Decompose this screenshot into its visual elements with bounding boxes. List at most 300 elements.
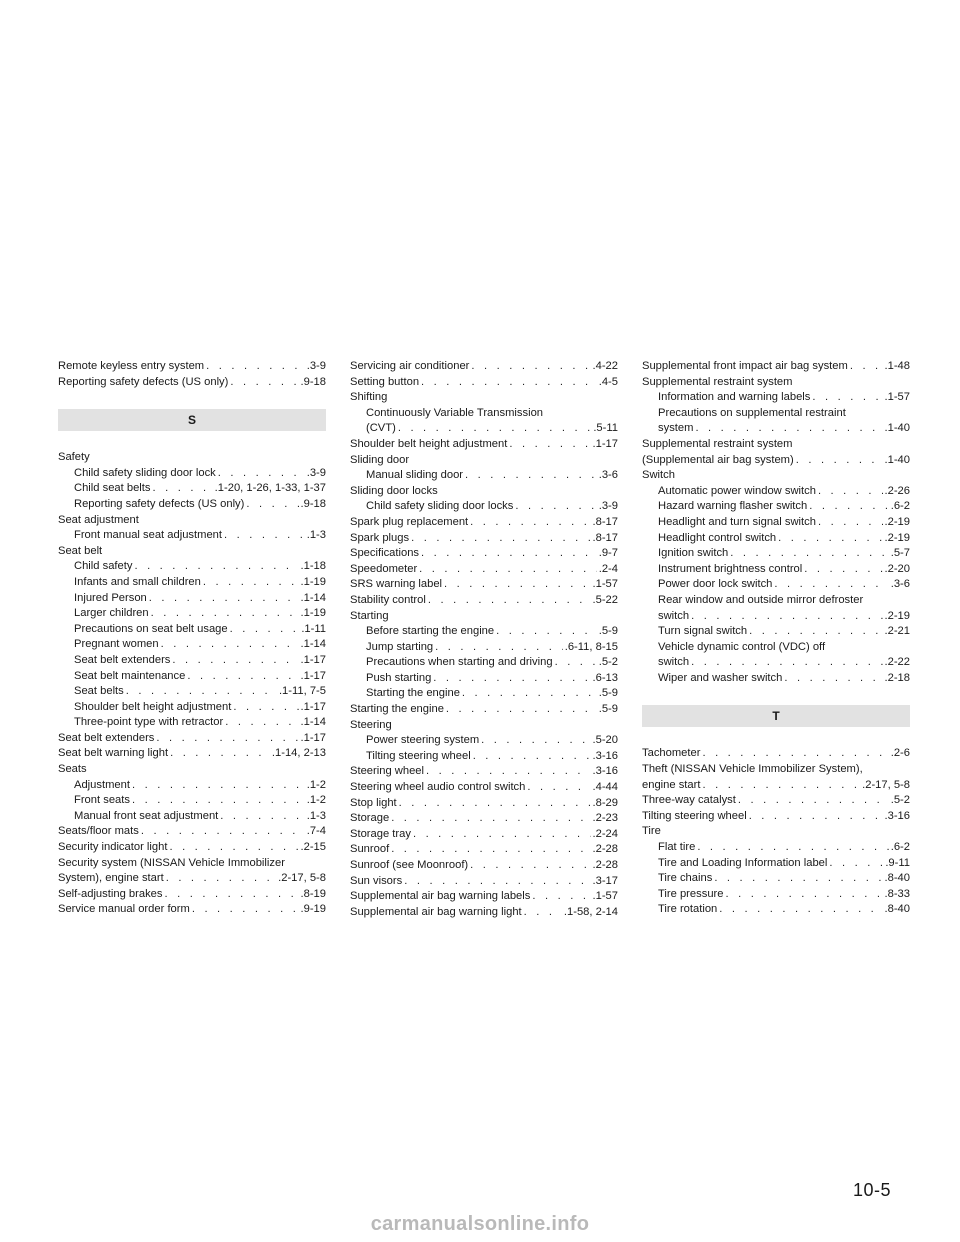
- entry-page-ref: .8-17: [592, 515, 618, 528]
- leader-dots: [515, 499, 596, 515]
- index-entry: [350, 905, 618, 921]
- index-subentry: [642, 562, 910, 578]
- entry-label: Flat tire: [658, 841, 696, 854]
- entry-page-ref: .1-40: [884, 422, 910, 435]
- entry-page-ref: .1-20, 1-26, 1-33, 1-37: [214, 482, 326, 495]
- leader-dots: [444, 577, 590, 593]
- entry-label: Tilting steering wheel: [642, 809, 747, 822]
- entry-label: Seat belt extenders: [58, 731, 155, 744]
- leader-dots: [230, 622, 300, 638]
- entry-page-ref: .9-18: [300, 497, 326, 510]
- index-heading: Safety: [58, 451, 90, 464]
- index-subentry: [642, 484, 910, 500]
- index-entry: [350, 827, 618, 843]
- entry-label: Supplemental air bag warning labels: [350, 890, 531, 903]
- index-subentry: [642, 871, 910, 887]
- section-letter-header: S: [58, 409, 326, 431]
- index-heading: Tire: [642, 825, 661, 838]
- entry-label: Steering wheel: [350, 765, 425, 778]
- leader-dots: [784, 671, 882, 687]
- index-entry: [350, 702, 618, 718]
- leader-dots: [738, 793, 889, 809]
- index-subentry: [58, 669, 326, 685]
- index-entry: [350, 874, 618, 890]
- index-subentry: [642, 624, 910, 640]
- index-heading: Starting: [350, 609, 389, 622]
- entry-label: (Supplemental air bag system): [642, 453, 794, 466]
- leader-dots: [225, 715, 298, 731]
- index-subentry: [642, 515, 910, 531]
- leader-dots: [164, 887, 298, 903]
- leader-dots: [161, 637, 299, 653]
- page-number: 10-5: [853, 1180, 892, 1200]
- leader-dots: [829, 856, 883, 872]
- leader-dots: [473, 749, 591, 765]
- index-entry: [58, 887, 326, 903]
- leader-dots: [166, 871, 276, 887]
- leader-dots: [421, 375, 597, 391]
- entry-label: Jump starting: [366, 640, 434, 653]
- entry-label: Sunroof (see Moonroof): [350, 859, 469, 871]
- entry-page-ref: .1-48: [884, 360, 910, 372]
- leader-dots: [433, 671, 590, 687]
- index-subentry: [350, 468, 618, 484]
- leader-dots: [132, 778, 305, 794]
- entry-label: Self-adjusting brakes: [58, 887, 163, 900]
- entry-label: Injured Person: [74, 591, 147, 604]
- entry-label: Shoulder belt height adjustment: [74, 700, 232, 713]
- index-subentry: [642, 421, 910, 437]
- entry-page-ref: .9-18: [300, 375, 326, 388]
- entry-label: Adjustment: [74, 778, 130, 791]
- entry-page-ref: .3-9: [306, 360, 326, 372]
- entry-label: Seat belt maintenance: [74, 669, 186, 682]
- entry-label: Ignition switch: [658, 547, 729, 560]
- index-subentry: [642, 840, 910, 856]
- entry-label: Larger children: [74, 607, 149, 620]
- entry-label: Front manual seat adjustment: [74, 529, 222, 542]
- entry-page-ref: .8-40: [884, 872, 910, 885]
- index-subentry-text: Rear window and outside mirror defroster: [658, 593, 864, 606]
- leader-dots: [156, 731, 298, 747]
- entry-label: Reporting safety defects (US only): [58, 375, 229, 388]
- entry-label: Security indicator light: [58, 841, 168, 854]
- index-subentry: [58, 715, 326, 731]
- entry-label: Reporting safety defects (US only): [74, 497, 245, 510]
- entry-page-ref: .6-13: [592, 671, 618, 684]
- index-subentry: [642, 609, 910, 625]
- leader-dots: [850, 359, 883, 375]
- leader-dots: [471, 359, 590, 375]
- entry-label: switch: [658, 609, 690, 622]
- index-entry: [350, 437, 618, 453]
- index-subentry: [58, 778, 326, 794]
- index-entry: [58, 746, 326, 762]
- entry-label: Starting the engine: [350, 703, 444, 716]
- index-entry: [350, 858, 618, 874]
- entry-label: Three-way catalyst: [642, 794, 736, 807]
- entry-label: Setting button: [350, 375, 420, 388]
- leader-dots: [778, 531, 882, 547]
- entry-page-ref: .8-40: [884, 903, 910, 916]
- entry-page-ref: .1-2: [306, 794, 326, 807]
- index-column-1: [58, 359, 326, 918]
- index-entry: [642, 809, 910, 825]
- index-subentry-text: Precautions on supplemental restraint: [658, 406, 846, 419]
- index-entry: [350, 593, 618, 609]
- leader-dots: [220, 809, 304, 825]
- entry-page-ref: .8-19: [300, 887, 326, 900]
- entry-page-ref: .8-29: [592, 796, 618, 809]
- index-heading: Supplemental restraint system: [642, 375, 793, 388]
- leader-dots: [695, 421, 882, 437]
- leader-dots: [192, 902, 299, 918]
- entry-page-ref: .5-7: [890, 547, 910, 560]
- entry-label: Automatic power window switch: [658, 484, 816, 497]
- index-entry: [58, 731, 326, 747]
- entry-label: Service manual order form: [58, 903, 190, 916]
- entry-page-ref: .1-58, 2-14: [563, 905, 618, 918]
- entry-page-ref: .3-16: [592, 765, 618, 778]
- index-entry: [350, 842, 618, 858]
- entry-page-ref: .1-14: [300, 638, 326, 651]
- leader-dots: [411, 531, 590, 547]
- entry-page-ref: .1-14, 2-13: [271, 747, 326, 760]
- entry-page-ref: .9-19: [300, 903, 326, 916]
- leader-dots: [134, 559, 298, 575]
- entry-page-ref: .2-23: [592, 812, 618, 825]
- entry-page-ref: .1-17: [300, 653, 326, 666]
- index-subentry: [58, 497, 326, 513]
- entry-page-ref: .2-28: [592, 859, 618, 871]
- index-subentry: [58, 793, 326, 809]
- entry-page-ref: .9-11: [885, 856, 910, 869]
- entry-page-ref: .1-17: [300, 669, 326, 682]
- index-subentry: [350, 671, 618, 687]
- index-heading: Shifting: [350, 391, 388, 404]
- entry-page-ref: .1-14: [300, 591, 326, 604]
- entry-label: Specifications: [350, 547, 420, 560]
- leader-dots: [702, 746, 888, 762]
- leader-dots: [496, 624, 597, 640]
- index-subentry: [58, 809, 326, 825]
- index-entry: [58, 902, 326, 918]
- leader-dots: [726, 887, 883, 903]
- index-entry: [642, 359, 910, 375]
- index-entry: [642, 778, 910, 794]
- index-subentry: [58, 559, 326, 575]
- index-entry: [350, 515, 618, 531]
- entry-page-ref: .2-21: [884, 625, 910, 638]
- entry-page-ref: .2-17, 5-8: [278, 872, 326, 885]
- entry-label: Tire rotation: [658, 903, 718, 916]
- index-entry: [350, 889, 618, 905]
- leader-dots: [132, 793, 305, 809]
- index-subentry: [642, 531, 910, 547]
- index-entry: [58, 359, 326, 375]
- index-subentry: [642, 546, 910, 562]
- index-entry: [350, 577, 618, 593]
- entry-label: Spark plug replacement: [350, 515, 469, 528]
- leader-dots: [809, 499, 888, 515]
- entry-label: Spark plugs: [350, 531, 410, 544]
- entry-page-ref: .2-18: [884, 671, 910, 684]
- leader-dots: [462, 686, 597, 702]
- leader-dots: [419, 562, 597, 578]
- entry-label: Steering wheel audio control switch: [350, 781, 526, 794]
- entry-page-ref: .5-11: [593, 422, 618, 435]
- index-subentry: [642, 887, 910, 903]
- index-subentry: [350, 733, 618, 749]
- leader-dots: [749, 809, 883, 825]
- index-entry: [350, 375, 618, 391]
- index-heading: Switch: [642, 469, 675, 482]
- entry-page-ref: .2-15: [300, 841, 326, 854]
- index-heading: Theft (NISSAN Vehicle Immobilizer System),: [642, 763, 863, 776]
- index-heading: Seat adjustment: [58, 513, 139, 526]
- index-entry: [350, 764, 618, 780]
- entry-page-ref: .1-19: [300, 607, 326, 620]
- leader-dots: [398, 421, 592, 437]
- leader-dots: [428, 593, 591, 609]
- leader-dots: [818, 515, 883, 531]
- entry-label: Tachometer: [642, 747, 701, 760]
- entry-page-ref: .1-11: [301, 622, 326, 635]
- entry-page-ref: .2-24: [592, 827, 618, 840]
- entry-label: Precautions when starting and driving: [366, 656, 553, 669]
- entry-label: Infants and small children: [74, 575, 201, 588]
- leader-dots: [391, 811, 590, 827]
- leader-dots: [404, 874, 590, 890]
- leader-dots: [413, 827, 591, 843]
- entry-label: Seat belt warning light: [58, 747, 169, 760]
- entry-page-ref: .6-2: [890, 500, 910, 513]
- entry-page-ref: .3-6: [598, 469, 618, 482]
- index-subentry: [350, 686, 618, 702]
- entry-page-ref: .1-19: [300, 575, 326, 588]
- leader-dots: [691, 655, 882, 671]
- index-subentry: [58, 700, 326, 716]
- entry-label: Before starting the engine: [366, 625, 495, 638]
- index-subentry: [58, 653, 326, 669]
- entry-label: Stop light: [350, 796, 397, 809]
- index-subentry: [642, 390, 910, 406]
- leader-dots: [691, 609, 882, 625]
- index-subentry: [350, 655, 618, 671]
- leader-dots: [435, 640, 563, 656]
- entry-page-ref: .3-6: [890, 578, 910, 591]
- entry-label: Pregnant women: [74, 638, 159, 651]
- entry-label: Storage tray: [350, 827, 411, 840]
- entry-label: Tilting steering wheel: [366, 749, 471, 762]
- entry-page-ref: .1-57: [884, 391, 910, 404]
- entry-label: (CVT): [366, 422, 396, 435]
- entry-page-ref: .1-17: [300, 700, 326, 713]
- entry-label: Sunroof: [350, 843, 390, 856]
- leader-dots: [796, 453, 883, 469]
- entry-label: Power steering system: [366, 734, 480, 747]
- leader-dots: [172, 653, 298, 669]
- leader-dots: [203, 575, 299, 591]
- entry-page-ref: .5-2: [890, 794, 910, 807]
- index-entry: [642, 793, 910, 809]
- entry-page-ref: .3-9: [306, 466, 326, 479]
- index-heading: Seats: [58, 763, 87, 776]
- entry-page-ref: .4-5: [598, 375, 618, 388]
- entry-label: Seat belts: [74, 685, 124, 698]
- index-heading: Sliding door: [350, 453, 410, 466]
- entry-page-ref: .6-2: [890, 841, 910, 854]
- entry-label: SRS warning label: [350, 578, 443, 591]
- index-subentry: [350, 640, 618, 656]
- index-heading: Supplemental restraint system: [642, 437, 793, 450]
- entry-page-ref: .1-3: [306, 809, 326, 822]
- leader-dots: [532, 889, 590, 905]
- entry-label: Remote keyless entry system: [58, 360, 205, 372]
- leader-dots: [465, 468, 597, 484]
- entry-page-ref: .1-40: [884, 453, 910, 466]
- index-heading: Sliding door locks: [350, 484, 438, 497]
- entry-label: Supplemental air bag warning light: [350, 905, 522, 918]
- entry-page-ref: .3-9: [598, 500, 618, 513]
- leader-dots: [187, 669, 298, 685]
- entry-label: engine start: [642, 778, 701, 791]
- leader-dots: [524, 905, 562, 921]
- entry-page-ref: .2-17, 5-8: [862, 778, 910, 791]
- index-entry: [58, 840, 326, 856]
- leader-dots: [714, 871, 882, 887]
- index-entry: [350, 562, 618, 578]
- entry-page-ref: .5-20: [592, 734, 618, 747]
- leader-dots: [481, 733, 590, 749]
- entry-page-ref: .7-4: [306, 825, 326, 838]
- index-subentry: [350, 749, 618, 765]
- index-subentry-text: Vehicle dynamic control (VDC) off: [658, 640, 826, 653]
- index-entry: [350, 780, 618, 796]
- index-subentry: [58, 528, 326, 544]
- leader-dots: [153, 481, 213, 497]
- entry-page-ref: .5-9: [598, 703, 618, 716]
- index-subentry: [642, 902, 910, 918]
- entry-label: Supplemental front impact air bag system: [642, 360, 848, 372]
- index-subentry: [350, 499, 618, 515]
- entry-page-ref: .1-17: [592, 437, 618, 450]
- leader-dots: [224, 528, 305, 544]
- entry-label: Power door lock switch: [658, 578, 773, 591]
- entry-page-ref: .1-3: [306, 529, 326, 542]
- entry-page-ref: .1-2: [306, 778, 326, 791]
- index-entry: [350, 546, 618, 562]
- leader-dots: [246, 497, 298, 513]
- index-subentry: [58, 622, 326, 638]
- entry-page-ref: .1-57: [592, 578, 618, 591]
- entry-label: Starting the engine: [366, 687, 460, 700]
- entry-label: Precautions on seat belt usage: [74, 622, 228, 635]
- entry-page-ref: .1-11, 7-5: [278, 685, 326, 698]
- index-subentry: [642, 655, 910, 671]
- index-subentry: [58, 606, 326, 622]
- index-entry: [58, 824, 326, 840]
- entry-page-ref: .5-9: [598, 625, 618, 638]
- entry-page-ref: .3-17: [592, 874, 618, 887]
- entry-page-ref: .2-19: [884, 531, 910, 544]
- entry-label: Headlight control switch: [658, 531, 777, 544]
- entry-label: Seats/floor mats: [58, 825, 139, 838]
- entry-label: Child seat belts: [74, 482, 151, 495]
- leader-dots: [126, 684, 277, 700]
- index-subentry: [58, 591, 326, 607]
- index-subentry-text: Continuously Variable Transmission: [366, 406, 544, 419]
- leader-dots: [446, 702, 597, 718]
- entry-label: Push starting: [366, 671, 432, 684]
- entry-label: system: [658, 422, 694, 435]
- entry-page-ref: .5-22: [592, 593, 618, 606]
- entry-page-ref: .2-28: [592, 843, 618, 856]
- entry-label: Turn signal switch: [658, 625, 748, 638]
- leader-dots: [812, 390, 882, 406]
- entry-label: Front seats: [74, 794, 130, 807]
- index-subentry: [58, 684, 326, 700]
- leader-dots: [470, 515, 590, 531]
- entry-label: Manual front seat adjustment: [74, 809, 219, 822]
- entry-page-ref: .8-17: [592, 531, 618, 544]
- entry-label: Tire chains: [658, 872, 713, 885]
- leader-dots: [391, 842, 590, 858]
- entry-page-ref: .2-20: [884, 562, 910, 575]
- entry-label: switch: [658, 656, 690, 669]
- entry-page-ref: .3-16: [592, 749, 618, 762]
- entry-page-ref: .2-26: [884, 484, 910, 497]
- index-heading: Seat belt: [58, 544, 103, 557]
- index-subentry: [642, 577, 910, 593]
- leader-dots: [697, 840, 888, 856]
- entry-label: Instrument brightness control: [658, 562, 803, 575]
- entry-label: Storage: [350, 812, 390, 825]
- entry-page-ref: .6-11, 8-15: [564, 640, 618, 653]
- leader-dots: [206, 359, 305, 375]
- entry-page-ref: .1-57: [592, 890, 618, 903]
- entry-page-ref: .5-9: [598, 687, 618, 700]
- index-entry: [350, 531, 618, 547]
- leader-dots: [170, 746, 270, 762]
- index-subentry: [58, 575, 326, 591]
- entry-label: Headlight and turn signal switch: [658, 515, 816, 528]
- index-entry: [58, 375, 326, 391]
- leader-dots: [421, 546, 597, 562]
- entry-page-ref: .1-18: [300, 560, 326, 573]
- entry-label: Hazard warning flasher switch: [658, 500, 808, 513]
- leader-dots: [527, 780, 590, 796]
- entry-label: Seat belt extenders: [74, 653, 171, 666]
- entry-label: Sun visors: [350, 874, 403, 887]
- leader-dots: [141, 824, 305, 840]
- entry-label: Three-point type with retractor: [74, 716, 224, 729]
- watermark: carmanualsonline.info: [370, 1213, 590, 1235]
- entry-label: Speedometer: [350, 562, 418, 575]
- entry-page-ref: .8-33: [884, 887, 910, 900]
- entry-page-ref: .2-19: [884, 515, 910, 528]
- entry-page-ref: .1-14: [300, 716, 326, 729]
- index-subentry: [642, 499, 910, 515]
- entry-page-ref: .2-6: [890, 747, 910, 760]
- entry-label: Tire pressure: [658, 887, 724, 900]
- leader-dots: [702, 778, 860, 794]
- leader-dots: [233, 700, 298, 716]
- index-column-2: [350, 359, 618, 920]
- index-heading: Security system (NISSAN Vehicle Immobilizer: [58, 856, 285, 869]
- leader-dots: [151, 606, 299, 622]
- entry-page-ref: .5-2: [598, 656, 618, 669]
